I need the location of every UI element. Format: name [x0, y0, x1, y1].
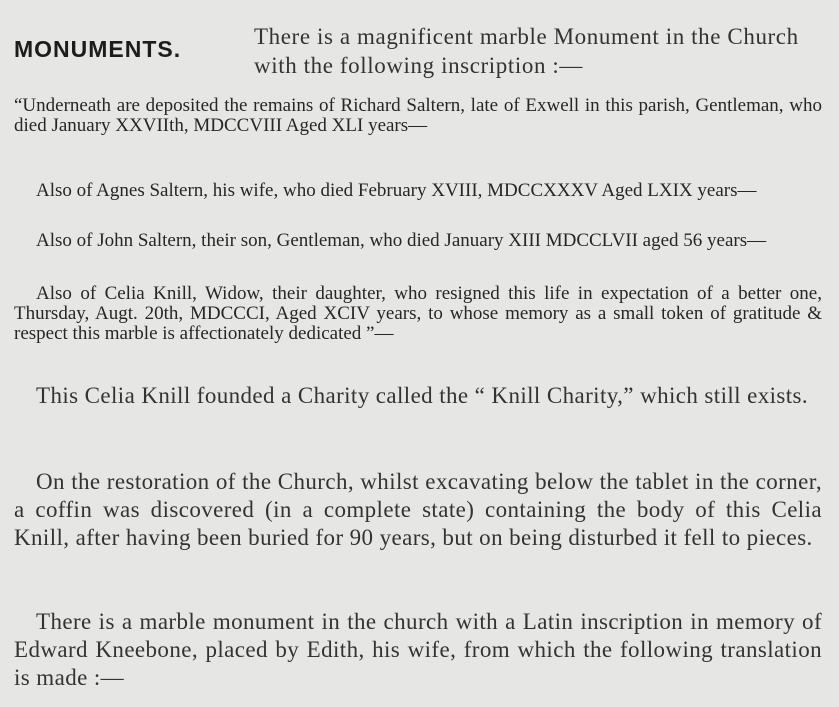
inscription-paragraph-1 [14, 96, 822, 136]
body-paragraph-2 [14, 468, 822, 552]
body-text-3: There is a marble monument in the church with a Latin inscription in memory of Edward Kneebone, placed by Edith, his wife, from which the following translation is made :— [14, 609, 822, 690]
body-text-1: This Celia Knill founded a Charity called the “ Knill Charity,” which still exists. [36, 383, 809, 408]
inscription-text-3: Also of John Saltern, their son, Gentleman, who died January XIII MDCCLVII aged 56 years— [36, 230, 767, 251]
inscription-text-2: Also of Agnes Saltern, his wife, who died February XVIII, MDCCXXXV Aged LXIX years— [36, 180, 757, 201]
inscription-text-4: Also of Celia Knill, Widow, their daughter, who resigned this life in expectation of a better one, Thursday, Augt. 20th, MDCCCI, Aged XCIV years, to whose memory as a small token of gratitude & respect this marble is affectionately dedicated ”— [14, 283, 822, 344]
inscription-paragraph-4 [14, 284, 822, 344]
inscription-paragraph-3 [14, 231, 822, 251]
body-paragraph-3 [14, 608, 822, 692]
section-heading: MONUMENTS. [14, 36, 182, 62]
inscription-text-1: “Underneath are deposited the remains of Richard Saltern, late of Exwell in this parish, Gentleman, who died January XXVIIth, MDCCVIII Aged XLI years— [14, 95, 822, 136]
inscription-paragraph-2 [14, 181, 822, 201]
body-paragraph-1 [14, 382, 822, 410]
intro-paragraph: There is a magnificent marble Monument in the Church with the following inscription :— [254, 24, 799, 78]
body-text-2: On the restoration of the Church, whilst excavating below the tablet in the corner, a coffin was discovered (in a complete state) containing the body of this Celia Knill, after having been buried for 90 years, but on being disturbed it fell to pieces. [14, 469, 822, 550]
